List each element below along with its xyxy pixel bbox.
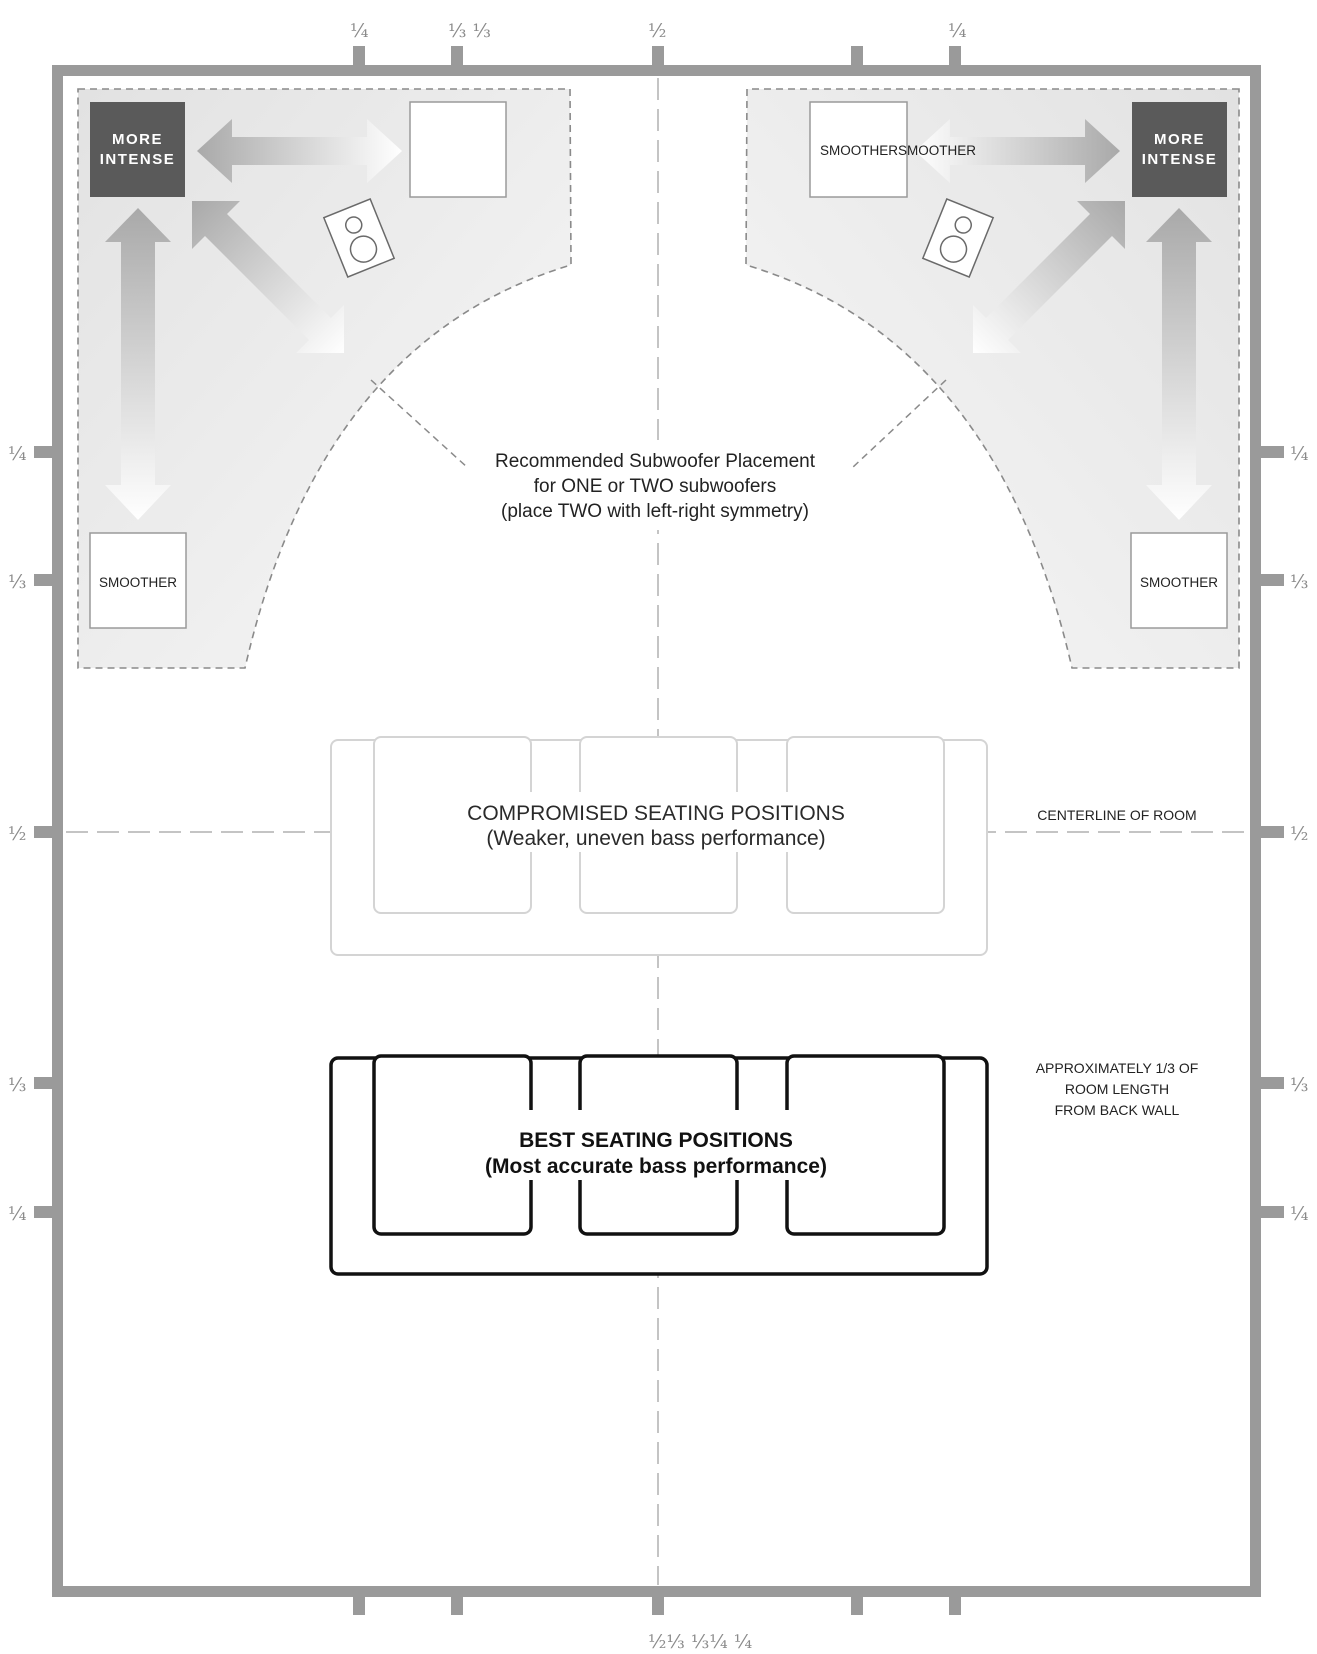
best-subtitle: (Most accurate bass performance) bbox=[485, 1155, 827, 1178]
more-intense-label: MORE bbox=[1154, 131, 1205, 148]
compromised-subtitle: (Weaker, uneven bass performance) bbox=[486, 827, 826, 850]
more-intense-box-left bbox=[90, 102, 185, 197]
right-tick-label: ¼ bbox=[1290, 1203, 1309, 1225]
smoother-box-left-top bbox=[410, 102, 506, 197]
more-intense-box-right bbox=[1132, 102, 1227, 197]
placement-note-line: (place TWO with left-right symmetry) bbox=[501, 501, 809, 522]
smoother-label: SMOOTHER bbox=[98, 575, 178, 590]
top-tick-label: ¼ bbox=[350, 20, 369, 42]
placement-note-line: for ONE or TWO subwoofers bbox=[533, 476, 777, 497]
left-tick-label: ¼ bbox=[8, 443, 27, 465]
right-tick-label: ⅓ bbox=[1290, 1074, 1309, 1096]
compromised-title: COMPROMISED SEATING POSITIONS bbox=[467, 802, 845, 825]
left-tick-label: ½ bbox=[8, 823, 27, 845]
left-tick-label: ¼ bbox=[8, 1203, 27, 1225]
leader-line-right bbox=[852, 380, 946, 468]
left-tick-label: ⅓ bbox=[8, 1074, 27, 1096]
left-tick-label: ⅓ bbox=[8, 571, 27, 593]
placement-note-line: Recommended Subwoofer Placement bbox=[494, 451, 816, 472]
approx-note-line: APPROXIMATELY 1/3 OF bbox=[1035, 1060, 1199, 1076]
right-tick-label: ½ bbox=[1290, 823, 1309, 845]
smoother-label: SMOOTHER bbox=[1139, 575, 1219, 590]
approx-note-line: FROM BACK WALL bbox=[1054, 1102, 1180, 1118]
bottom-tick-label: ½⅓ ⅓¼ ¼ bbox=[648, 1631, 753, 1653]
more-intense-label: INTENSE bbox=[1141, 151, 1218, 168]
top-tick-label: ¼ bbox=[948, 20, 967, 42]
best-title: BEST SEATING POSITIONS bbox=[519, 1129, 793, 1152]
more-intense-label: INTENSE bbox=[99, 151, 176, 168]
right-tick-label: ¼ bbox=[1290, 443, 1309, 465]
right-tick-label: ⅓ bbox=[1290, 571, 1309, 593]
smoother-label: SMOOTHERSMOOTHER bbox=[819, 143, 977, 158]
approx-note-line: ROOM LENGTH bbox=[1064, 1081, 1170, 1097]
top-tick-label: ⅓ ⅓ bbox=[448, 20, 491, 42]
top-tick-label: ½ bbox=[648, 20, 667, 42]
leader-line-left bbox=[371, 380, 468, 468]
more-intense-label: MORE bbox=[112, 131, 163, 148]
centerline-label: CENTERLINE OF ROOM bbox=[1037, 807, 1197, 823]
